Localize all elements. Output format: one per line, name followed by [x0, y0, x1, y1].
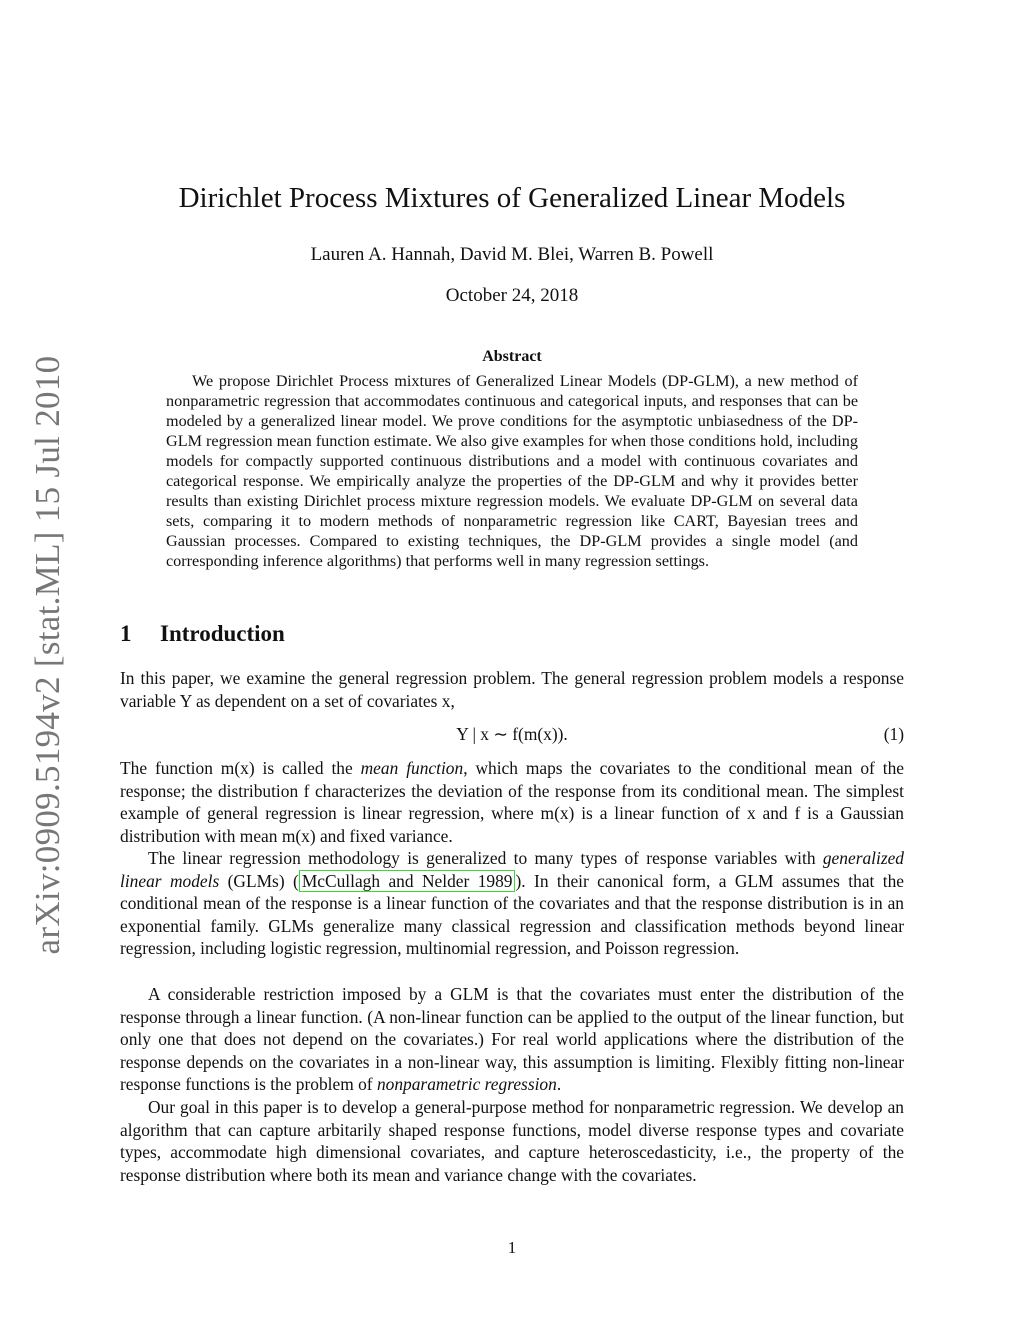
- paragraph-3-text-b: (GLMs) (: [219, 870, 299, 891]
- abstract-text: We propose Dirichlet Process mixtures of Generalized Linear Models (DP-GLM), a new method of nonparametric regression that accommodates continuous and categorical inputs, and responses that can be modeled by a generalized linear model. We prove conditions for the asymptotic unbiasedness of the DP-GLM regression mean function estimate. We also give examples for when those conditions hold, including models for compactly supported continuous distributions and a model with continuous covariates and categorical response. We empirically analyze the properties of the DP-GLM and why it provides better results than existing Dirichlet process mixture regression models. We evaluate DP-GLM on several data sets, comparing it to modern methods of nonparametric regression like CART, Bayesian trees and Gaussian processes. Compared to existing techniques, the DP-GLM provides a single model (and corresponding inference algorithms) that performs well in many regression settings.: [166, 372, 858, 570]
- paragraph-4-text-a: A considerable restriction imposed by a GLM is that the covariates must enter the distribution of the response through a linear function. (A non-linear function can be applied to the output of the linear function, but only one that does not depend on the covariates.) For real world applications where the distribution of the response depends on the covariates in a non-linear way, this assumption is limiting. Flexibly fitting non-linear response functions is the problem of: [120, 984, 904, 1095]
- paragraph-2: [120, 757, 904, 847]
- paper-title: Dirichlet Process Mixtures of Generalized Linear Models: [178, 182, 846, 214]
- paragraph-4: [120, 983, 904, 1096]
- page-number: 1: [507, 1238, 517, 1257]
- paragraph-3: [120, 847, 904, 960]
- paragraph-5: Our goal in this paper is to develop a general-purpose method for nonparametric regression. We develop an algorithm that can capture arbitarily shaped response functions, model diverse response types and covariate types, accommodate high dimensional covariates, and capture heteroscedasticity, i.e., the property of the response distribution where both its mean and variance change with the covariates.: [120, 1097, 904, 1185]
- paragraph-1: In this paper, we examine the general regression problem. The general regression problem models a response variable Y as dependent on a set of covariates x,: [120, 668, 904, 711]
- arxiv-stamp: arXiv:0909.5194v2 [stat.ML] 15 Jul 2010: [28, 355, 67, 955]
- paragraph-4-emphasis: nonparametric regression: [376, 1074, 557, 1095]
- section-title: Introduction: [160, 621, 285, 646]
- section-heading: [120, 621, 285, 647]
- paragraph-2-text-a: The function m(x) is called the: [120, 758, 361, 778]
- paragraph-4-text-b: .: [556, 1074, 562, 1095]
- paragraph-2-text-b: , which maps the covariates to the conditional mean of the response; the distribution f characterizes the deviation of the response from its conditional mean. The simplest example of general regression is linear regression, where m(x) is a linear function of x and f is a Gaussian distribution with mean m(x) and fixed variance.: [120, 758, 904, 846]
- paragraph-3-text-a: The linear regression methodology is generalized to many types of response variables with: [148, 848, 823, 868]
- paragraph-2-emphasis: mean function: [360, 758, 464, 778]
- citation-link[interactable]: McCullagh and Nelder 1989: [299, 870, 516, 892]
- equation-1: [120, 724, 904, 748]
- author-list: Lauren A. Hannah, David M. Blei, Warren B. Powell: [310, 244, 714, 265]
- paper-date: October 24, 2018: [445, 285, 579, 306]
- paragraph-3-text-c: ). In their canonical form, a GLM assumes that the conditional mean of the response is a linear function of the covariates and that the response distribution is in an exponential family. GLMs generalize many classical regression and classification methods beyond linear regression, including logistic regression, multinomial regression, and Poisson regression.: [120, 870, 905, 959]
- section-number: 1: [120, 621, 132, 646]
- equation-body: Y | x ∼ f(m(x)).: [456, 724, 568, 744]
- abstract-heading: Abstract: [482, 348, 542, 365]
- paragraph-3-emphasis: generalized linear models: [120, 848, 904, 891]
- equation-number: (1): [883, 724, 904, 744]
